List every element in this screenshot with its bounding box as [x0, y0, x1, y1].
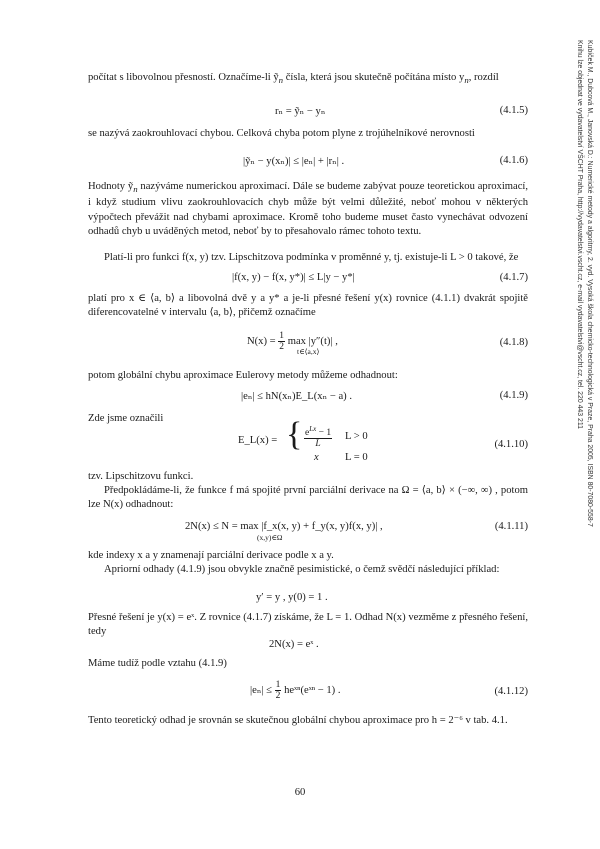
equation-4-1-9: |eₙ| ≤ hN(xₙ)E_L(xₙ − a) . — [241, 391, 352, 402]
case-2-condition: L = 0 — [345, 452, 368, 463]
paragraph-13: Máme tudíž podle vztahu (4.1.9) — [88, 658, 227, 669]
page-number: 60 — [294, 787, 306, 798]
paragraph-11: Apriorní odhady (4.1.9) jsou obvykle značně pesimistické, o čemž svědčí následující příklad: — [104, 564, 500, 575]
case-1-condition: L > 0 — [345, 431, 368, 442]
fraction-one-half: $\frac{1}{2}$ — [279, 331, 285, 352]
paragraph-3: Hodnoty ỹ$_n$ nazýváme numerickou aproximací. Dále se budeme zabývat pouze teoretickou aproximací, i když studium vlivu zaokrouhlovacích chyb může být velmi důležité, neboť mohou v některých výpočtech převážit nad chybami aproximace. Kromě toho budeme muset často vynechávat odvození odhadů chyb u uváděných metod, neboť by to přesahovalo rámec tohoto textu. — [88, 181, 528, 237]
eq-number-4-1-7: (4.1.7) — [499, 272, 528, 283]
paragraph-2: se nazývá zaokrouhlovací chybou. Celková chyba potom plyne z trojúhelníkové nerovnosti — [88, 128, 475, 139]
side-note-line-1: Kubíček M., Dubcová M., Janovská D.: Numerické metody a algoritmy, 2. vyd. Vysoká škola chemicko-technologická v Praze, Praha 2005, ISBN 80-7080-558-7 — [586, 40, 593, 527]
max-subscript: t∈⟨a,x⟩ — [297, 347, 320, 356]
paragraph-12: Přesné řešení je y(x) = eˣ. Z rovnice (4.1.7) získáme, že L = 1. Odhad N(x) vezměme z přesného řešení, tedy — [88, 612, 528, 638]
eq-number-4-1-9: (4.1.9) — [499, 390, 528, 401]
paragraph-8: tzv. Lipschitzovu funkci. — [88, 471, 194, 482]
eq-number-4-1-12: (4.1.12) — [494, 686, 528, 697]
eq-number-4-1-11: (4.1.11) — [494, 521, 528, 532]
paragraph-10: kde indexy x a y znamenají parciální derivace podle x a y. — [88, 550, 334, 561]
fraction-one-half-2: $\frac{1}{2}$ — [275, 680, 281, 701]
paragraph-7: Zde jsme označili — [88, 413, 164, 424]
equation-4-1-6: |ỹₙ − y(xₙ)| ≤ |eₙ| + |rₙ| . — [243, 156, 345, 167]
equation-4-1-8: N(x) = $\frac{1}{2}$ max |y″(t)| , — [247, 331, 338, 352]
case-1-value: $\frac{e^{Lx} - 1}{L}$ — [305, 425, 332, 450]
equation-4-1-11: 2N(x) ≤ N = max |f_x(x, y) + f_y(x, y)f(x, y)| , — [185, 521, 383, 532]
case-2-value: x — [314, 452, 319, 463]
paragraph-14: Tento teoretický odhad je srovnán se skutečnou globální chybou aproximace pro h = 2⁻⁶ v tab. 4.1. — [88, 715, 508, 726]
equation-4-1-7: |f(x, y) − f(x, y*)| ≤ L|y − y*| — [232, 272, 355, 283]
max-subscript-omega: (x,y)∈Ω — [257, 533, 283, 542]
paragraph-1: počítat s libovolnou přesností. Označíme-li ỹ$_n$ čísla, která jsou skutečně počítána místo $y_n$, rozdíl — [88, 72, 499, 86]
equation-4-1-10: E_L(x) = — [238, 435, 278, 446]
left-brace: { — [286, 416, 303, 453]
eq-number-4-1-10: (4.1.10) — [494, 439, 528, 450]
paragraph-6: potom globální chybu aproximace Eulerovy metody můžeme odhadnout: — [88, 370, 398, 381]
example-equation: y′ = y , y(0) = 1 . — [256, 592, 328, 603]
side-copyright-note — [572, 40, 594, 680]
equation-4-1-5: rₙ = ỹₙ − yₙ — [275, 106, 326, 117]
equation-2N: 2N(x) = eˣ . — [269, 639, 319, 650]
paragraph-5: platí pro x ∈ ⟨a, b⟩ a libovolná dvě y a y* a je-li přesné řešení y(x) rovnice (4.1.1) dvakrát spojitě diferencovatelné v intervalu ⟨a, b⟩, přičemž označíme — [88, 293, 528, 319]
eq-number-4-1-8: (4.1.8) — [499, 337, 528, 348]
side-note-line-2: Knihu lze objednat ve vydavatelství VŠCHT Praha, http://vydavatelstvi.vscht.cz, e-mail vydavatelstvi@vscht.cz, tel. 220 443 211 — [576, 40, 584, 429]
eq-number-4-1-5: (4.1.5) — [499, 105, 528, 116]
paragraph-4: Platí-li pro funkci f(x, y) tzv. Lipschitzova podmínka v proměnné y, tj. existuje-li L > 0 takové, že — [104, 252, 519, 263]
eq-number-4-1-6: (4.1.6) — [499, 155, 528, 166]
paragraph-9: Předpokládáme-li, že funkce f má spojité první parciální derivace na Ω = ⟨a, b⟩ × (−∞, ∞) , potom lze N(x) odhadnout: — [88, 485, 528, 511]
equation-4-1-12: |eₙ| ≤ $\frac{1}{2}$ heˣⁿ(eˣⁿ − 1) . — [250, 680, 341, 701]
